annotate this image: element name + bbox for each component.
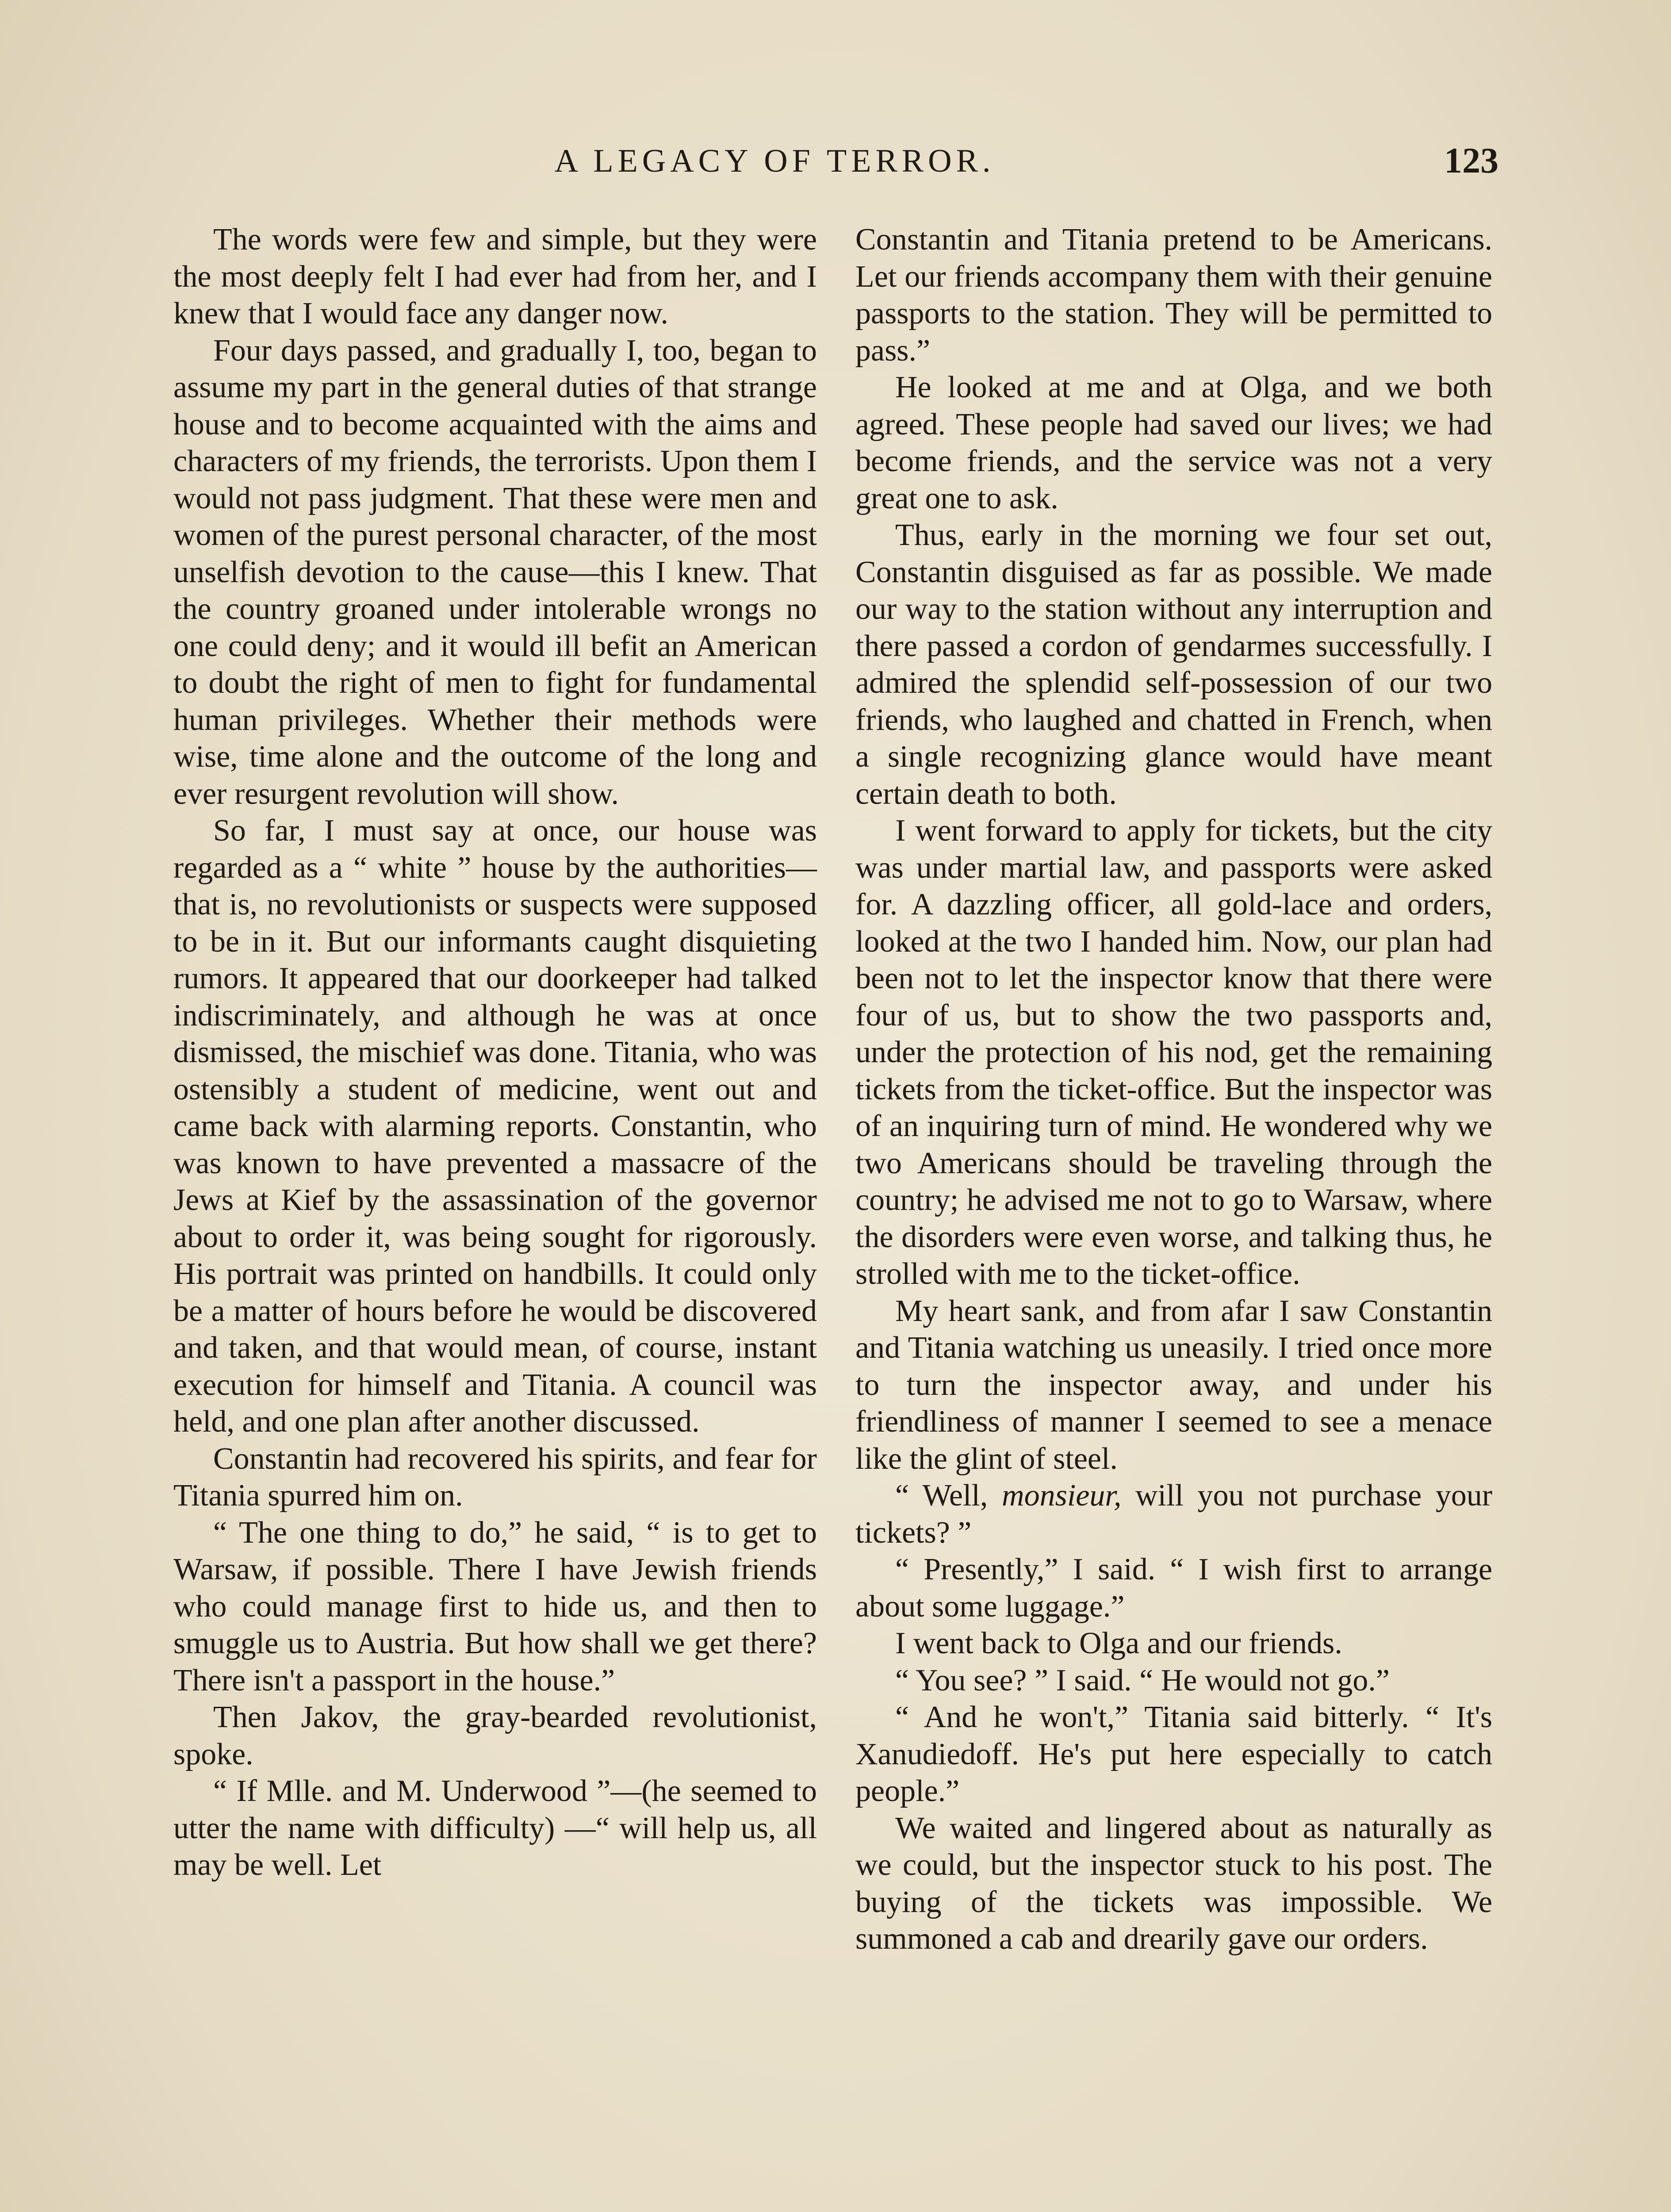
page-number: 123 [1444,140,1499,180]
paragraph: Constantin had recovered his spirits, and fear for Titania spurred him on. [173,1441,817,1513]
paragraph: He looked at me and at Olga, and we both agreed. These people had saved our lives; we had become friends, and the service was not a very great one to ask. [855,370,1492,515]
dialogue-and-he: “ And he won't,” Titania said bitterly. “ It's Xanudiedoff. He's put here especially to catch people.” [855,1700,1492,1808]
dialogue-presently: “ Presently,” I said. “ I wish first to arrange about some luggage.” [855,1552,1492,1624]
dialogue-text: “ Well, [895,1479,1002,1513]
paragraph: So far, I must say at once, our house was regarded as a “ white ” house by the authorities—that is, no revolutionists or suspects were supposed to be in it. But our informants caught disquieting rumors. It appeared that our doorkeeper had talked indiscriminately, and although he was at once dismissed, the mischief was done. Titania, who was ostensibly a student of medicine, went out and came back with alarming reports. Constantin, who was known to have prevented a massacre of the Jews at Kief by the assassination of the governor about to order it, was being sought for rigorously. His portrait was printed on handbills. It could only be a matter of hours before he would be discovered and taken, and that would mean, of course, instant execution for himself and Titania. A council was held, and one plan after another discussed. [173,814,817,1439]
dialogue-you-see: “ You see? ” I said. “ He would not go.” [895,1663,1390,1697]
paragraph: Thus, early in the morning we four set out, Constantin disguised as far as possible. We made our way to the station without any interruption and there passed a cordon of gendarmes successfully. I admired the splendid self-possession of our two friends, who laughed and chatted in French, when a single recognizing glance would have meant certain death to both. [855,518,1492,811]
paragraph: I went back to Olga and our friends. [895,1626,1342,1660]
paragraph: Four days passed, and gradually I, too, began to assume my part in the general duties of that strange house and to become acquainted with the aims and characters of my friends, the terrorists. Upon them I would not pass judgment. That these were men and women of the purest personal character, of the most unselfish devotion to the cause—this I knew. That the country groaned under intolerable wrongs no one could deny; and it would ill befit an American to doubt the right of men to fight for fundamental human privileges. Whether their methods were wise, time alone and the outcome of the long and ever resurgent revolution will show. [173,333,817,811]
page-header [175,142,1499,182]
dialogue-well-monsieur [855,1477,1492,1551]
paragraph: The words were few and simple, but they were the most deeply felt I had ever had from her, and I knew that I would face any danger now. [173,223,817,330]
paragraph: Then Jakov, the gray-bearded revolutionist, spoke. [173,1700,817,1771]
paragraph: “ If Mlle. and M. Underwood ”—(he seemed to utter the name with difficulty) —“ will help us, all may be well. Let [173,1774,817,1882]
running-title: A LEGACY OF TERROR. [554,143,995,179]
paragraph: We waited and lingered about as naturally as we could, but the inspector stuck to his post. The buying of the tickets was impossible. We summoned a cab and drearily gave our orders. [855,1811,1492,1956]
dialogue-text: will you not purchase your tickets? ” [855,1479,1493,1550]
right-column [855,221,1492,1958]
paragraph: My heart sank, and from afar I saw Constantin and Titania watching us uneasily. I tried once more to turn the inspector away, and under his friendliness of manner I seemed to see a menace like the glint of steel. [855,1294,1492,1476]
paragraph: I went forward to apply for tickets, but the city was under martial law, and passports were asked for. A dazzling officer, all gold-lace and orders, looked at the two I handed him. Now, our plan had been not to let the inspector know that there were four of us, but to show the two passports and, under the protection of his nod, get the remaining tickets from the ticket-office. But the inspector was of an inquiring turn of mind. He wondered why we two Americans should be traveling through the country; he advised me not to go to Warsaw, where the disorders were even worse, and talking thus, he strolled with me to the ticket-office. [855,814,1492,1291]
italic-word: monsieur, [1002,1479,1122,1513]
paragraph: “ The one thing to do,” he said, “ is to get to Warsaw, if possible. There I have Jewish friends who could manage first to hide us, and then to smuggle us to Austria. But how shall we get there? There isn't a passport in the house.” [173,1515,817,1697]
left-column [173,221,817,1884]
paragraph-continuation: Constantin and Titania pretend to be Americans. Let our friends accompany them with their genuine passports to the station. They will be permitted to pass.” [855,223,1492,368]
